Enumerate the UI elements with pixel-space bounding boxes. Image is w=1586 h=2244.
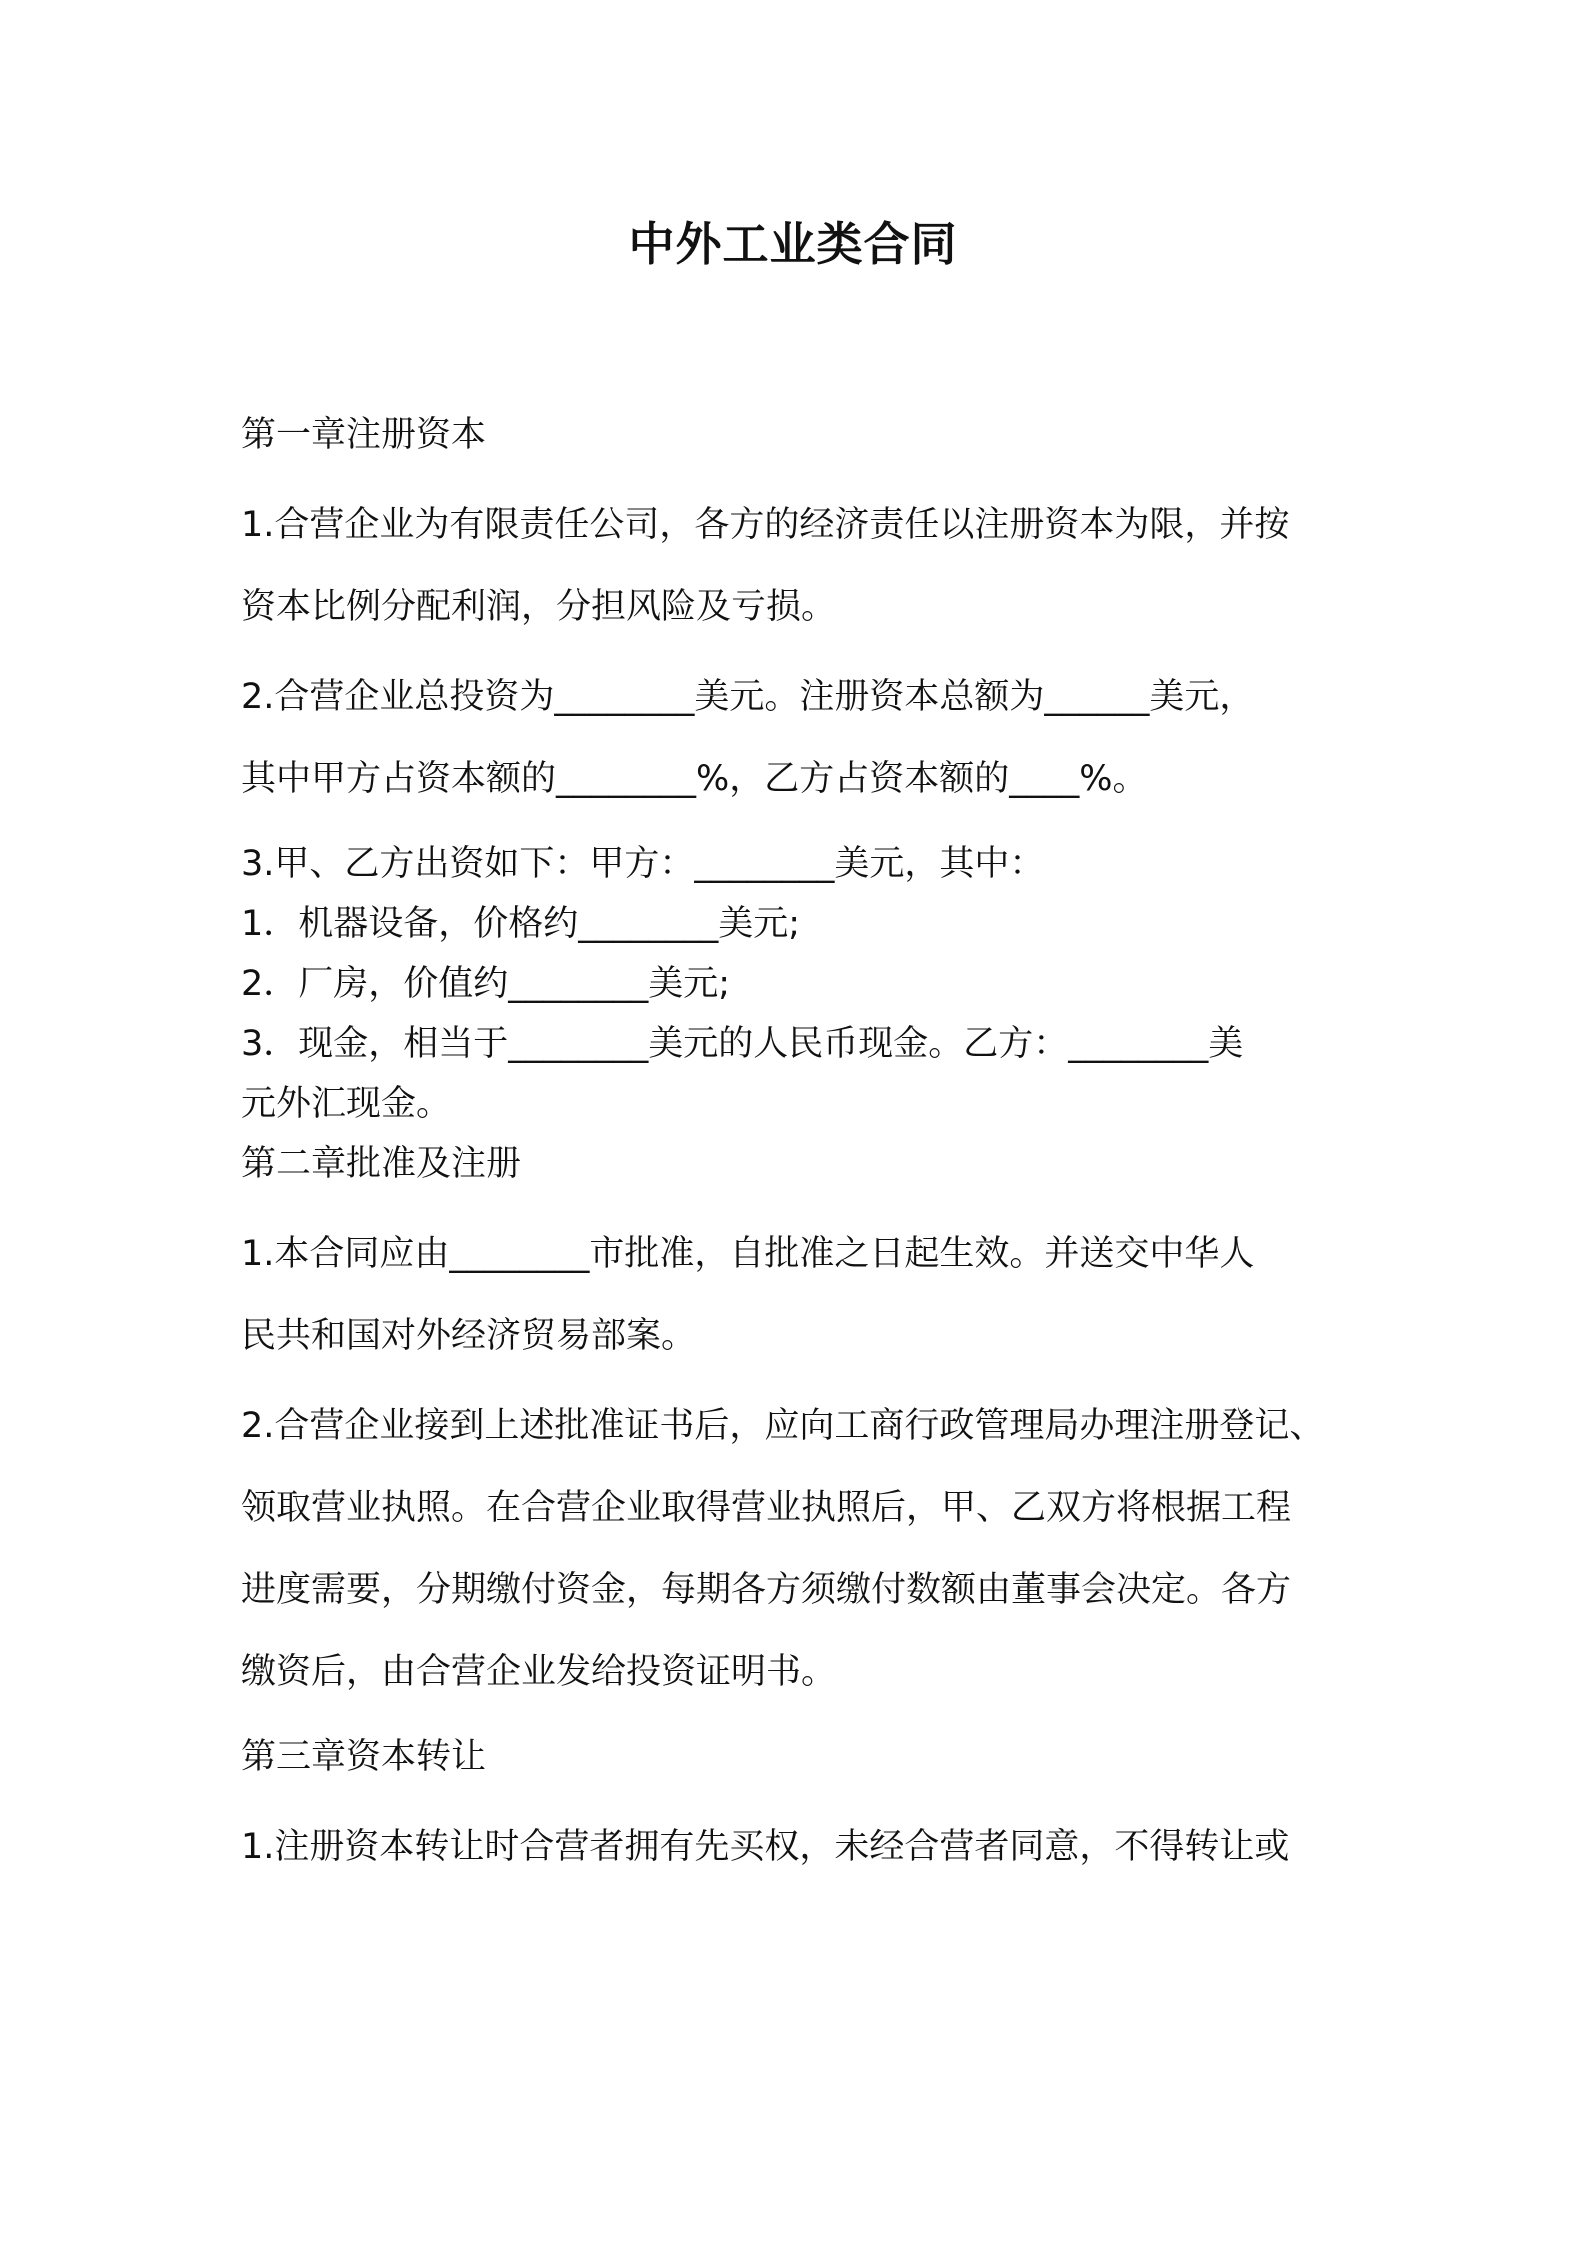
paragraph-line: 2.合营企业总投资为________美元。注册资本总额为______美元， (241, 677, 1255, 717)
chapter-heading: 第一章注册资本 (241, 415, 487, 455)
paragraph-line: 民共和国对外经济贸易部案。 (241, 1316, 697, 1356)
list-item: 1．机器设备，价格约________美元; (241, 904, 801, 944)
document-body (241, 405, 1371, 1877)
paragraph-line: 元外汇现金。 (241, 1084, 452, 1124)
list-item: 2．厂房，价值约________美元; (241, 964, 731, 1004)
paragraph-line: 1.本合同应由________市批准，自批准之日起生效。并送交中华人 (241, 1234, 1255, 1274)
paragraph-line: 1.合营企业为有限责任公司，各方的经济责任以注册资本为限，并按 (241, 505, 1290, 545)
document-title: 中外工业类合同 (628, 217, 958, 271)
paragraph-line: 缴资后，由合营企业发给投资证明书。 (241, 1652, 837, 1692)
paragraph-line: 其中甲方占资本额的________%，乙方占资本额的____%。 (241, 759, 1148, 799)
paragraph-line: 领取营业执照。在合营企业取得营业执照后，甲、乙双方将根据工程 (241, 1488, 1292, 1528)
paragraph-line: 2.合营企业接到上述批准证书后，应向工商行政管理局办理注册登记、 (241, 1406, 1325, 1446)
chapter-heading: 第三章资本转让 (241, 1737, 487, 1777)
paragraph-line: 1.注册资本转让时合营者拥有先买权，未经合营者同意，不得转让或 (241, 1827, 1290, 1867)
list-item: 3．现金，相当于________美元的人民币现金。乙方：________美 (241, 1024, 1244, 1064)
paragraph-line: 进度需要，分期缴付资金，每期各方须缴付数额由董事会决定。各方 (241, 1570, 1292, 1610)
paragraph-line: 资本比例分配利润，分担风险及亏损。 (241, 587, 837, 627)
paragraph-line: 3.甲、乙方出资如下：甲方：________美元，其中： (241, 844, 1045, 884)
chapter-heading: 第二章批准及注册 (241, 1144, 522, 1184)
